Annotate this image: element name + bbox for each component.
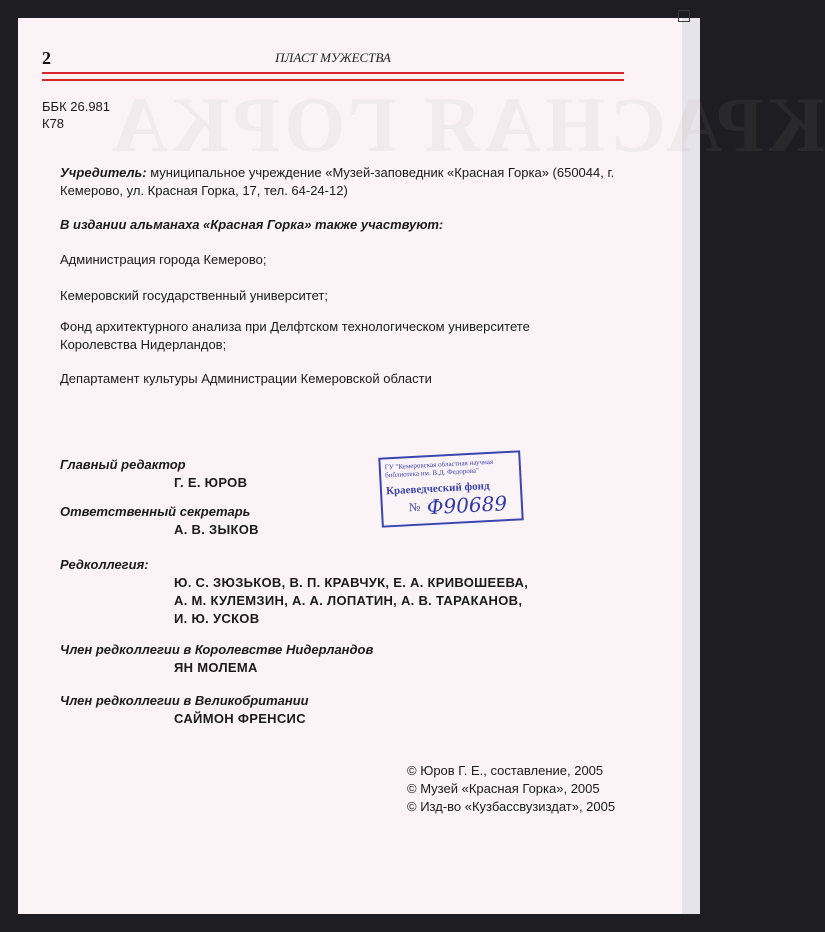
participants-heading xyxy=(60,216,630,234)
editorial-board xyxy=(60,556,528,628)
staff-names: А. В. ЗЫКОВ xyxy=(174,522,259,537)
editor-in-chief xyxy=(60,456,247,492)
staff-names: И. Ю. УСКОВ xyxy=(174,611,260,626)
header-rule-top xyxy=(42,72,624,74)
founder-label: Учредитель: xyxy=(60,165,147,180)
running-title: ПЛАСТ МУЖЕСТВА xyxy=(275,50,391,65)
copyright-line: © Изд-во «Кузбассвузиздат», 2005 xyxy=(407,799,616,814)
board-member-uk xyxy=(60,692,309,728)
participant-item: Кемеровский государственный университет; xyxy=(60,288,328,303)
founder-text: муниципальное учреждение «Музей-заповедник «Красная Горка» (650044, г. Кемерово, ул. Красная Горка, 17, тел. 64-24-12) xyxy=(60,165,615,198)
board-member-netherlands xyxy=(60,641,373,677)
stamp-inventory-number: Ф90689 xyxy=(426,491,508,520)
staff-role: Ответственный секретарь xyxy=(60,504,251,519)
header-rule-bottom xyxy=(42,79,624,81)
copyright-line: © Музей «Красная Горка», 2005 xyxy=(407,781,600,796)
bleed-through-text: КРАСНАЯ ГОРКА xyxy=(108,81,825,168)
executive-secretary xyxy=(60,503,259,539)
staff-role: Член редколлегии в Великобритании xyxy=(60,693,309,708)
staff-role: Член редколлегии в Королевстве Нидерландов xyxy=(60,642,374,657)
copyright-line: © Юров Г. Е., составление, 2005 xyxy=(407,763,604,778)
staff-role: Редколлегия: xyxy=(60,557,149,572)
participant-item: Фонд архитектурного анализа при Делфтском технологическом университете Королевства Нидерландов; xyxy=(60,319,530,352)
staff-names: Г. Е. ЮРОВ xyxy=(174,475,248,490)
participant-item: Департамент культуры Администрации Кемеровской области xyxy=(60,371,432,386)
page-number: 2 xyxy=(42,48,51,68)
bbk-code: ББК 26.981 xyxy=(42,99,111,114)
staff-names: А. М. КУЛЕМЗИН, А. А. ЛОПАТИН, А. В. ТАРАКАНОВ, xyxy=(174,593,523,608)
library-stamp xyxy=(378,450,523,527)
stamp-fund-name: Краеведческий фонд xyxy=(385,479,490,498)
stamp-library-name: ГУ "Кемеровская областная научная библиотека им. В.Д. Федорова" xyxy=(384,457,494,480)
staff-names: САЙМОН ФРЕНСИС xyxy=(174,711,306,726)
classification-block xyxy=(42,98,110,132)
staff-role: Главный редактор xyxy=(60,457,186,472)
founder-paragraph xyxy=(60,164,630,200)
participant-item: Администрация города Кемерово; xyxy=(60,252,267,267)
crop-mark xyxy=(678,10,690,22)
stamp-number-label: № xyxy=(408,499,421,515)
participants-heading-text: В издании альманаха «Красная Горка» также участвуют: xyxy=(60,217,444,232)
staff-names: ЯН МОЛЕМА xyxy=(174,660,258,675)
staff-names: Ю. С. ЗЮЗЬКОВ, В. П. КРАВЧУК, Е. А. КРИВОШЕЕВА, xyxy=(174,575,529,590)
copyright-block xyxy=(407,762,615,816)
author-mark: К78 xyxy=(42,116,65,131)
